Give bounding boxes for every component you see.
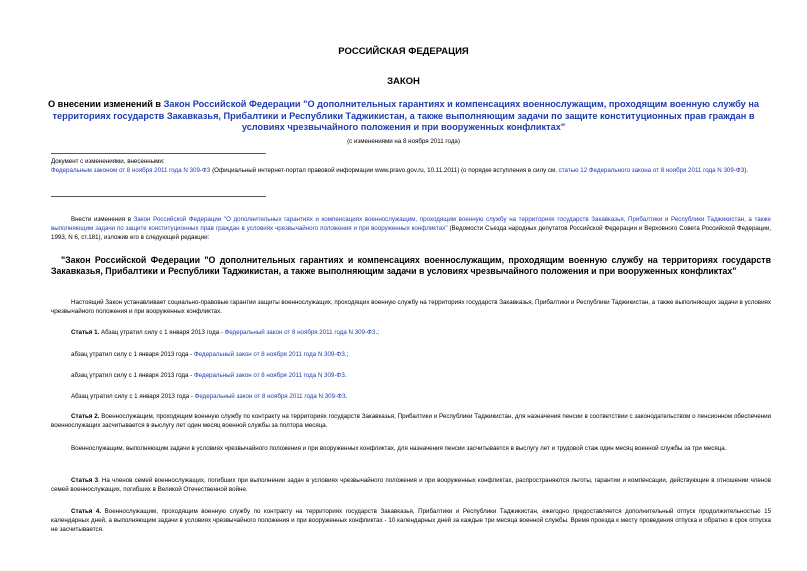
law-title: "Закон Российской Федерации "О дополнительных гарантиях и компенсациях военнослужащим, проходящим военную службу на территориях государств Закавказья, Прибалтики и Республики Таджикистан, а также выполняющим задачи в условиях чрезвычайного положения и при вооруженных конфликтах" bbox=[51, 255, 771, 276]
changes-text-1: (Официальный интернет-портал правовой информации www.pravo.gov.ru, 10.11.2011) (о порядке вступления в силу см. bbox=[210, 167, 559, 174]
document-changes-box bbox=[51, 157, 771, 175]
article3-para1 bbox=[51, 476, 771, 494]
article1-p1-text: Абзац утратил силу с 1 января 2013 года - bbox=[99, 329, 225, 336]
article2-para1 bbox=[51, 412, 771, 430]
article1-p1-end: .; bbox=[375, 329, 379, 336]
amendment-note: (с изменениями на 8 ноября 2011 года) bbox=[347, 138, 460, 145]
article2-para2: Военнослужащим, выполняющим задачи в условиях чрезвычайного положения и при вооруженных конфликтах, для назначения пенсии засчитывается в выслугу лет и трудовой стаж один месяц военной службы за три месяца. bbox=[71, 445, 727, 452]
title-prefix: О внесении изменений в bbox=[47, 99, 164, 109]
article1-p1-link[interactable]: Федеральный закон от 8 ноября 2011 года N 309-ФЗ bbox=[224, 329, 376, 336]
country-heading: РОССИЙСКАЯ ФЕДЕРАЦИЯ bbox=[338, 46, 469, 57]
article1-p2-end: .; bbox=[344, 351, 349, 358]
article1-p2-text: абзац утратил силу с 1 января 2013 года - bbox=[71, 351, 194, 358]
changes-text-2: ). bbox=[744, 167, 749, 174]
article1-para2 bbox=[51, 350, 771, 359]
article1-p3-link[interactable]: Федеральный закон от 8 ноября 2011 года N 309-ФЗ bbox=[193, 372, 345, 379]
article1-p3-text: абзац утратил силу с 1 января 2013 года - bbox=[71, 372, 194, 379]
article4-p1-text: Военнослужащим, проходящим военную службу по контракту на территориях государств Закавказья, Прибалтики и Республики Таджикистан, ежегодно предоставляется дополнительный отпуск продолжительностью 15 календарных дней, а выполняющим задачи в условиях чрезвычайного положения и при вооруженных конфликтах - 10 календарных дней за каждые три месяца военной службы. Время проезда к месту проведения отпуска и обратно в срок отпуска не засчитывается. bbox=[51, 508, 772, 533]
article3-p1-text: . На членов семей военнослужащих, погибших при выполнении задач в условиях чрезвычайного положения и при вооруженных конфликтах, распространяются льготы, гарантии и компенсации, действующие в отношении членов семей военнослужащих, погибших в Великой Отечественной войне. bbox=[51, 477, 772, 493]
changes-link-309fz[interactable]: Федеральным законом от 8 ноября 2011 года N 309-ФЗ bbox=[51, 167, 211, 174]
title-law-link[interactable]: Закон Российской Федерации "О дополнительных гарантиях и компенсациях военнослужащим, проходящим военную службу на территориях государств Закавказья, Прибалтики и Республики Таджикистан, а также выполняющим задачи по защите конституционных прав граждан в условиях чрезвычайного положения и при вооруженных конфликтах" bbox=[52, 99, 759, 132]
article1-para3 bbox=[51, 371, 771, 380]
doc-type-heading: ЗАКОН bbox=[387, 76, 420, 87]
changes-link-article-12[interactable]: статью 12 Федерального закона от 8 ноября 2011 года N 309-ФЗ bbox=[558, 167, 745, 174]
divider-bottom bbox=[51, 196, 266, 197]
article1-label: Статья 1. bbox=[71, 329, 100, 336]
preamble-paragraph: Настоящий Закон устанавливает социально-правовые гарантии защиты военнослужащих, проходящих военную службу на территориях государств Закавказья, Прибалтики и Республики Таджикистан, а также выполняющих задачи в условиях чрезвычайного положения и при вооруженных конфликтах. bbox=[51, 299, 771, 315]
document-title bbox=[40, 99, 767, 134]
article3-label: Статья 3 bbox=[71, 477, 99, 484]
divider-top bbox=[51, 153, 266, 154]
article2-p1-text: Военнослужащим, проходящим военную службу по контракту на территориях государств Закавказья, Прибалтики и Республики Таджикистан, для назначения пенсии в соответствии с законодательством о пенсионном обеспечении военнослужащих засчитывается в выслугу лет один месяц военной службы за полтора месяца. bbox=[51, 413, 771, 429]
intro-paragraph bbox=[51, 215, 771, 242]
article4-label: Статья 4. bbox=[71, 508, 102, 515]
intro-prefix: Внести изменения в bbox=[71, 216, 134, 223]
article1-para1 bbox=[51, 328, 771, 337]
article1-para4 bbox=[51, 392, 771, 401]
article1-p3-end: . bbox=[344, 372, 347, 379]
changes-label: Документ с изменениями, внесенными: bbox=[51, 158, 165, 165]
article1-p4-text: Абзац утратил силу с 1 января 2013 года - bbox=[71, 393, 195, 400]
article1-p4-link[interactable]: Федеральный закон от 8 ноября 2011 года N 309-ФЗ bbox=[194, 393, 346, 400]
intro-law-link[interactable]: Закон Российской Федерации "О дополнительных гарантиях и компенсациях военнослужащим, проходящим военную службу на территориях государств Закавказья, Прибалтики и Республики Таджикистан, а также выполняющим задачи по защите конституционных прав граждан в условиях чрезвычайного положения и при вооруженных конфликтах" bbox=[51, 216, 771, 232]
article1-p4-end: . bbox=[345, 393, 348, 400]
article1-p2-link[interactable]: Федеральный закон от 8 ноября 2011 года N 309-ФЗ bbox=[193, 351, 345, 358]
article2-label: Статья 2. bbox=[71, 413, 100, 420]
intro-suffix: (Ведомости Съезда народных депутатов Российской Федерации и Верховного Совета Российской Федерации, 1993, N 6, ст.181), изложив его в следующей редакции: bbox=[51, 225, 771, 241]
article4-para1 bbox=[51, 507, 771, 534]
changes-text bbox=[51, 166, 771, 175]
